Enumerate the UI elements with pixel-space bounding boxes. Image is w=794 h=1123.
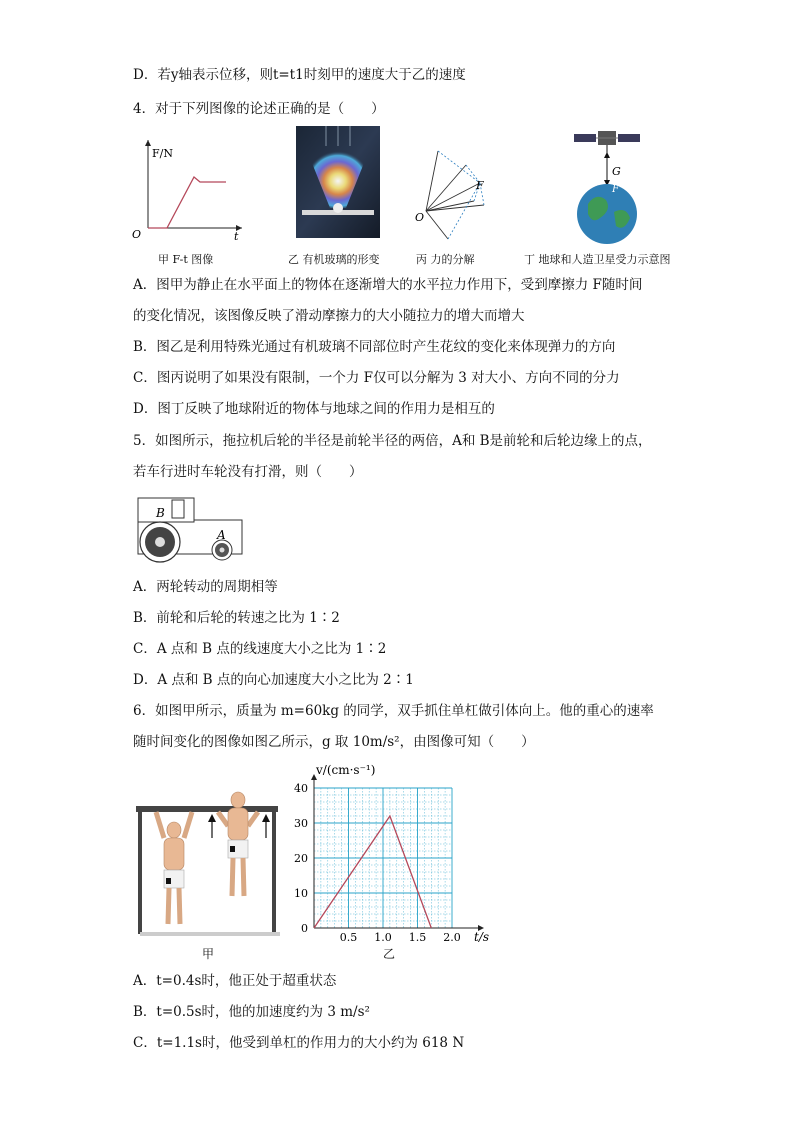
caption-ding: 丁 地球和人造卫星受力示意图	[524, 253, 671, 266]
fn-axis-label: F/N	[152, 147, 173, 160]
q4-option-c: C．图丙说明了如果没有限制，一个力 F仅可以分解为 3 对大小、方向不同的分力	[133, 370, 620, 386]
y-tick-label: 20	[294, 852, 308, 865]
question-4-stem: 4．对于下列图像的论述正确的是（ ）	[133, 101, 385, 117]
q6-option-c: C．t=1.1s时，他受到单杠的作用力的大小约为 618 N	[133, 1035, 465, 1051]
point-b-label: B	[156, 506, 165, 520]
y-tick-label: 40	[294, 782, 308, 795]
chart-axes	[311, 774, 484, 931]
q6-option-a: A．t=0.4s时，他正处于超重状态	[133, 973, 337, 989]
q5-option-c: C．A 点和 B 点的线速度大小之比为 1∶2	[133, 641, 387, 657]
question-5-stem-line2: 若车行进时车轮没有打滑，则（ ）	[133, 464, 363, 480]
q6-option-b: B．t=0.5s时，他的加速度约为 3 m/s²	[133, 1004, 370, 1020]
y-axis-label: v/(cm·s⁻¹)	[316, 763, 376, 777]
origin-o-label: O	[415, 211, 425, 224]
x-tick-label: 1.0	[374, 931, 392, 944]
chart-y-ticks	[294, 782, 308, 935]
x-axis-label: t/s	[474, 930, 490, 944]
question-6-stem-line2: 随时间变化的图像如图乙所示，g 取 10m/s²，由图像可知（ ）	[133, 734, 535, 750]
force-f-label: F	[476, 179, 484, 192]
q4-option-a-line2: 的变化情况，该图像反映了滑动摩擦力的大小随拉力的增大而增大	[133, 308, 525, 324]
x-tick-label: 2.0	[443, 931, 461, 944]
y-tick-label: 30	[294, 817, 308, 830]
q5-option-a: A．两轮转动的周期相等	[133, 579, 278, 595]
question-6-stem-line1: 6．如图甲所示，质量为 m=60kg 的同学，双手抓住单杠做引体向上。他的重心的速率	[133, 703, 654, 719]
origin-label: O	[132, 228, 142, 240]
caption-q6-jia: 甲	[202, 947, 215, 961]
caption-jia: 甲 F-t 图像	[158, 253, 214, 266]
t-axis-label: t	[234, 230, 239, 240]
y-tick-label: 0	[301, 922, 308, 935]
point-a-label: A	[217, 528, 226, 542]
force-f-label-earth: F	[612, 184, 619, 195]
q4-option-b: B．图乙是利用特殊光通过有机玻璃不同部位时产生花纹的变化来体现弹力的方向	[133, 339, 616, 355]
caption-bing: 丙 力的分解	[416, 253, 475, 266]
figure-yi-photoelastic	[296, 126, 380, 238]
q4-option-d: D．图丁反映了地球附近的物体与地球之间的作用力是相互的	[133, 401, 495, 417]
vt-chart	[290, 760, 500, 950]
figure-jia-ft-graph	[130, 130, 250, 240]
question-5-stem-line1: 5．如图所示，拖拉机后轮的半径是前轮半径的两倍，A和 B是前轮和后轮边缘上的点，	[133, 433, 652, 449]
y-tick-label: 10	[294, 887, 308, 900]
figure-bing-force-decomposition	[412, 143, 498, 243]
x-tick-label: 0.5	[339, 931, 358, 944]
q5-option-d: D．A 点和 B 点的向心加速度大小之比为 2∶1	[133, 672, 414, 688]
tractor-figure	[134, 494, 246, 566]
caption-yi: 乙 有机玻璃的形变	[288, 253, 380, 266]
q5-option-b: B．前轮和后轮的转速之比为 1∶2	[133, 610, 340, 626]
figure-ding-earth-satellite	[570, 126, 650, 244]
chart-x-ticks	[340, 931, 461, 944]
caption-q6-yi: 乙	[383, 947, 396, 961]
gravity-g-label: G	[612, 165, 621, 178]
x-tick-label: 1.5	[408, 931, 427, 944]
prev-option-d: D．若y轴表示位移，则t=t1时刻甲的速度大于乙的速度	[133, 67, 466, 83]
q4-option-a-line1: A．图甲为静止在水平面上的物体在逐渐增大的水平拉力作用下，受到摩擦力 F随时间	[133, 277, 643, 293]
pullup-figure	[134, 786, 284, 942]
